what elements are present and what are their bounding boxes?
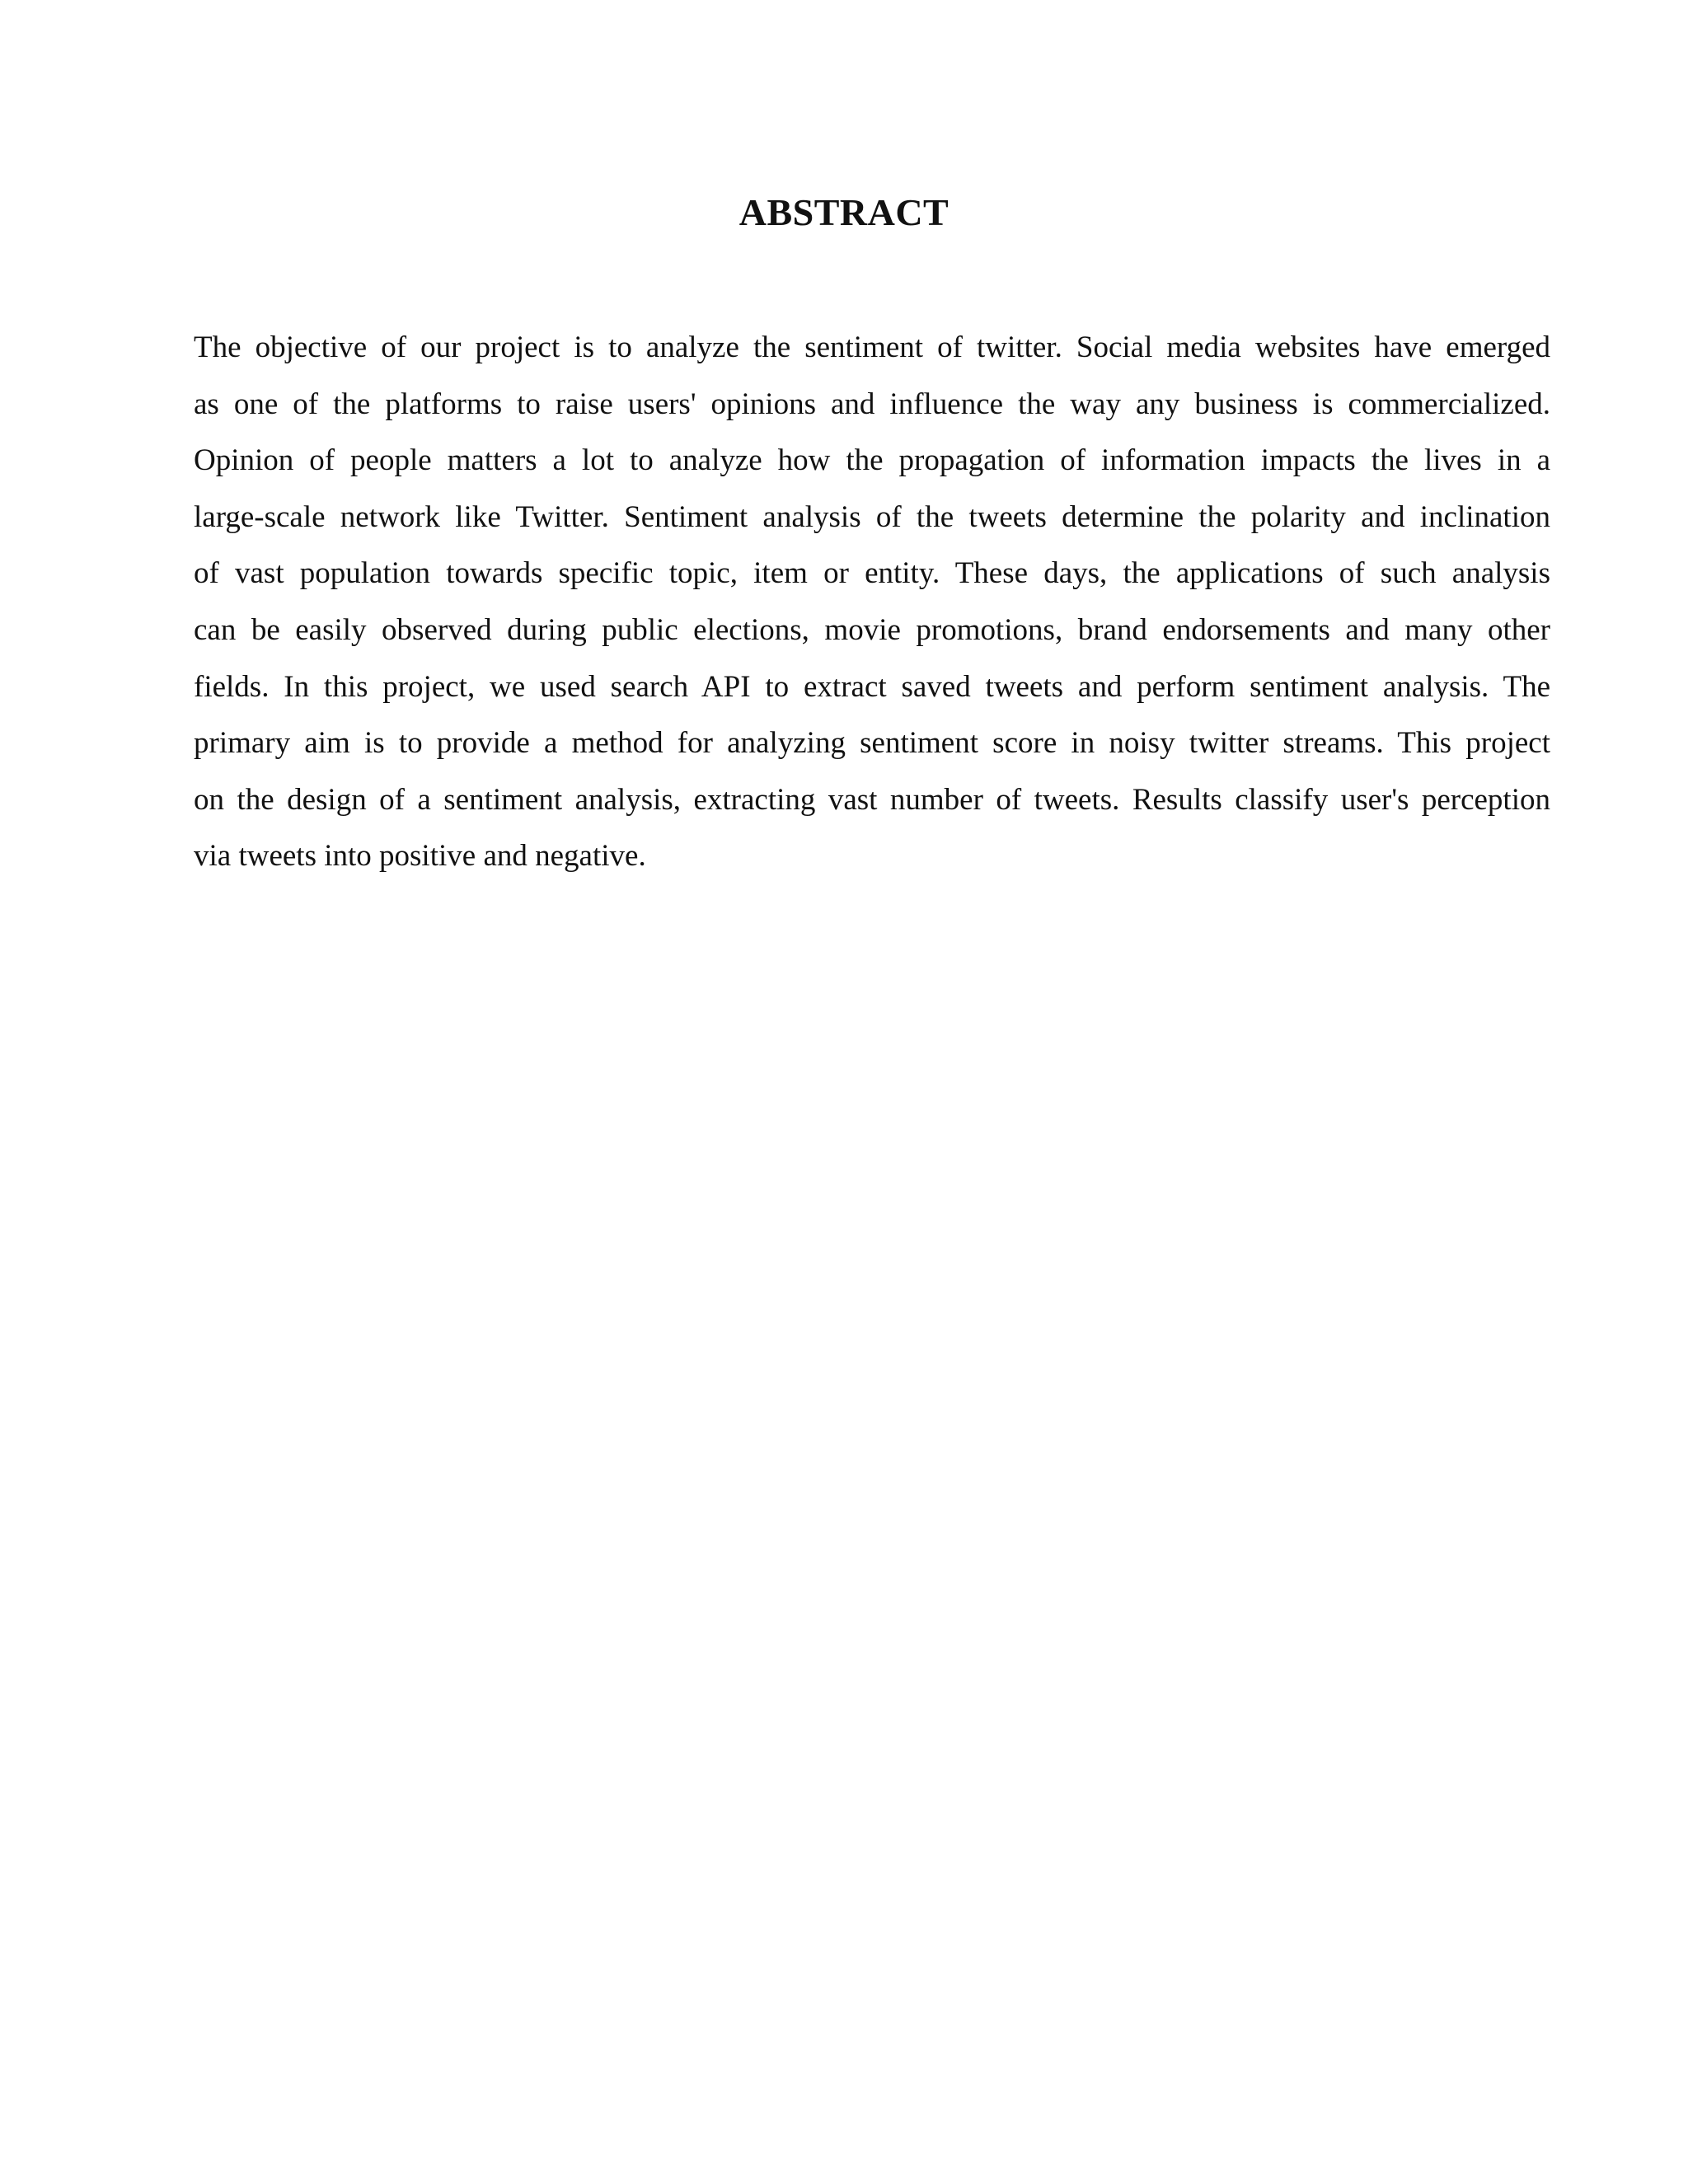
abstract-paragraph	[194, 320, 1550, 885]
paragraph-line: large-scale network like Twitter. Sentiment analysis of the tweets determine the polarity and inclination	[194, 499, 1550, 534]
paragraph-line: on the design of a sentiment analysis, extracting vast number of tweets. Results classify user's perception	[194, 782, 1550, 817]
paragraph-line-last: via tweets into positive and negative.	[194, 839, 646, 874]
paragraph-line: Opinion of people matters a lot to analyze how the propagation of information impacts the lives in a	[194, 443, 1550, 478]
paragraph-line: of vast population towards specific topic, item or entity. These days, the applications of such analysis	[194, 556, 1550, 591]
paragraph-line: The objective of our project is to analyze the sentiment of twitter. Social media websites have emerged	[194, 330, 1550, 364]
paragraph-line: primary aim is to provide a method for analyzing sentiment score in noisy twitter streams. This project	[194, 726, 1550, 761]
abstract-heading: ABSTRACT	[738, 191, 950, 233]
paragraph-line: as one of the platforms to raise users' opinions and influence the way any business is commercialized.	[194, 387, 1550, 421]
paragraph-line: can be easily observed during public elections, movie promotions, brand endorsements and many other	[194, 612, 1550, 647]
paragraph-line: fields. In this project, we used search API to extract saved tweets and perform sentiment analysis. The	[194, 669, 1550, 704]
